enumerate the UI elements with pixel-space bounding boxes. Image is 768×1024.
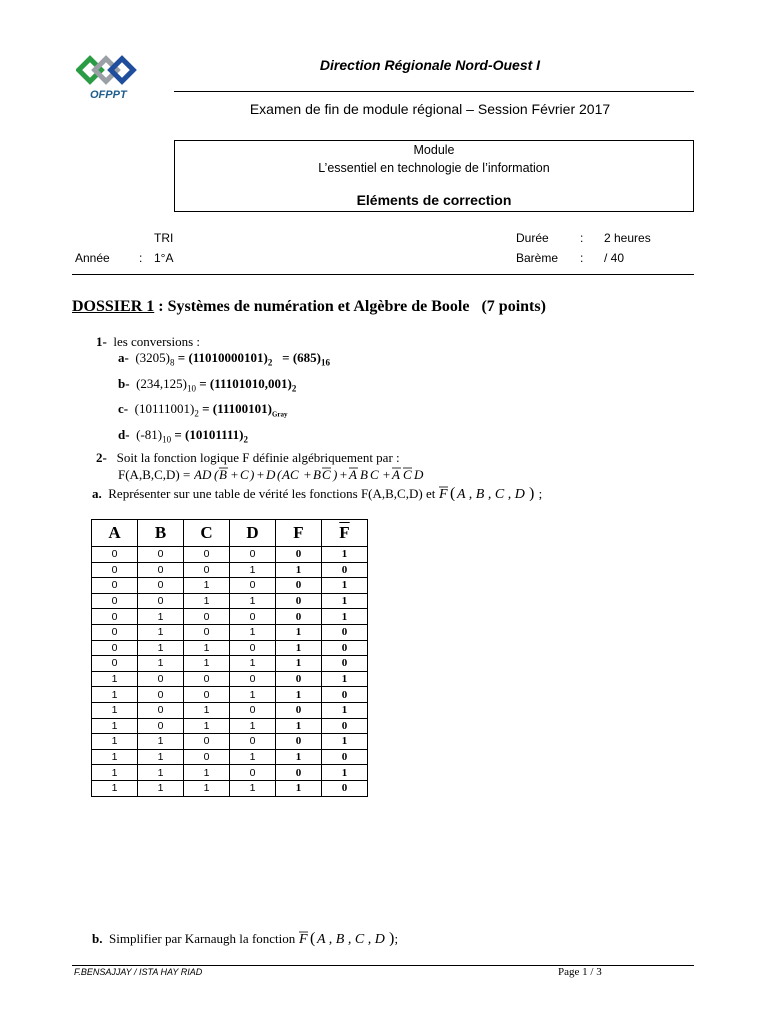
- logo-text: OFPPT: [90, 89, 127, 101]
- conv-eq: =: [198, 401, 213, 416]
- conv-base: 10: [186, 383, 196, 394]
- svg-text:D: D: [265, 467, 275, 482]
- dossier-label: DOSSIER 1: [72, 298, 155, 315]
- function-lhs: F(A,B,C,D) =: [118, 467, 191, 482]
- svg-text:C: C: [321, 467, 331, 482]
- svg-text:B: B: [359, 467, 368, 482]
- table-cell: 1: [230, 780, 276, 796]
- filiere-value: TRI: [154, 231, 174, 245]
- bareme-sep: :: [580, 251, 584, 265]
- function-expression: [190, 467, 533, 482]
- part-b-letter: b.: [92, 931, 103, 946]
- table-cell: 0: [276, 765, 322, 781]
- table-row: [92, 624, 368, 640]
- table-row: [92, 547, 368, 563]
- svg-text:(: (: [276, 467, 281, 482]
- conv-result-base: Gray: [271, 410, 288, 419]
- table-cell: 0: [92, 640, 138, 656]
- conv-input: (234,125): [136, 376, 187, 391]
- table-cell: 0: [230, 734, 276, 750]
- table-cell: 1: [276, 656, 322, 672]
- table-cell: 1: [138, 640, 184, 656]
- svg-text:(: (: [449, 485, 455, 501]
- table-cell: 1: [184, 702, 230, 718]
- table-row: [92, 749, 368, 765]
- svg-text:): ): [332, 467, 337, 482]
- conv-result: (11101010,001): [209, 376, 292, 391]
- table-cell: 1: [230, 656, 276, 672]
- duree-label: Durée: [516, 231, 549, 245]
- svg-text:C: C: [402, 467, 412, 482]
- table-cell: 0: [184, 734, 230, 750]
- table-cell: 1: [276, 687, 322, 703]
- table-row: [92, 734, 368, 750]
- svg-text:A: A: [391, 467, 400, 482]
- annee-sep: :: [139, 251, 143, 265]
- table-cell: 0: [276, 593, 322, 609]
- table-cell: 1: [138, 624, 184, 640]
- q1-intro: les conversions :: [113, 334, 200, 349]
- table-cell: 1: [184, 578, 230, 594]
- footer-author: F.BENSAJJAY / ISTA HAY RIAD: [74, 967, 203, 977]
- table-row: [92, 593, 368, 609]
- table-cell: 0: [276, 578, 322, 594]
- q2-number: 2-: [96, 450, 107, 465]
- table-cell: 1: [276, 624, 322, 640]
- f-bar-formula: [299, 930, 395, 946]
- part-b-text: Simplifier par Karnaugh la fonction: [108, 931, 296, 946]
- col-header-a: A: [92, 520, 138, 547]
- table-cell: 0: [276, 734, 322, 750]
- item-letter: c-: [118, 401, 129, 416]
- table-cell: 1: [322, 671, 368, 687]
- conv-input: (-81): [136, 427, 163, 442]
- table-cell: 0: [276, 671, 322, 687]
- conv-result: (10101111): [184, 427, 244, 442]
- table-cell: 0: [184, 624, 230, 640]
- table-cell: 1: [184, 780, 230, 796]
- table-cell: 0: [322, 562, 368, 578]
- table-cell: 1: [92, 718, 138, 734]
- bareme-label: Barème: [516, 251, 559, 265]
- table-cell: 0: [138, 578, 184, 594]
- part-a-end: ;: [538, 486, 543, 501]
- table-cell: 0: [322, 780, 368, 796]
- table-cell: 0: [230, 671, 276, 687]
- table-cell: 1: [276, 749, 322, 765]
- table-cell: 0: [230, 702, 276, 718]
- svg-text:+: +: [338, 467, 348, 482]
- svg-text:+: +: [229, 467, 239, 482]
- conv-result-base: 2: [291, 383, 297, 394]
- svg-text:): ): [528, 485, 534, 501]
- table-cell: 1: [276, 780, 322, 796]
- boolean-expression: [194, 466, 534, 482]
- table-cell: 0: [322, 656, 368, 672]
- table-cell: 0: [92, 562, 138, 578]
- svg-text:A: A: [348, 467, 357, 482]
- svg-text:AC: AC: [281, 467, 299, 482]
- table-cell: 1: [322, 547, 368, 563]
- duree-sep: :: [580, 231, 584, 245]
- table-cell: 1: [230, 687, 276, 703]
- table-cell: 1: [92, 765, 138, 781]
- table-cell: 1: [138, 765, 184, 781]
- table-cell: 0: [138, 718, 184, 734]
- direction-title: Direction Régionale Nord-Ouest I: [319, 57, 541, 73]
- table-cell: 0: [322, 718, 368, 734]
- svg-text:(: (: [309, 930, 315, 946]
- table-cell: 1: [230, 749, 276, 765]
- exam-title: Examen de fin de module régional – Session Février 2017: [249, 101, 611, 117]
- conv-eq: =: [278, 350, 293, 365]
- page-number: Page 1 / 3: [558, 966, 602, 978]
- table-cell: 1: [92, 687, 138, 703]
- table-cell: 0: [230, 640, 276, 656]
- table-row: [92, 656, 368, 672]
- table-row: [92, 780, 368, 796]
- table-row: [92, 562, 368, 578]
- svg-text:(: (: [213, 467, 218, 482]
- table-cell: 0: [184, 671, 230, 687]
- item-letter: d-: [118, 427, 130, 442]
- q2-part-b: [92, 930, 398, 947]
- table-cell: 0: [138, 687, 184, 703]
- q1-item-a: [118, 350, 330, 368]
- q2-intro-line: [96, 450, 400, 466]
- table-cell: 0: [184, 749, 230, 765]
- table-cell: 1: [276, 640, 322, 656]
- svg-text:+: +: [255, 467, 265, 482]
- table-cell: 1: [322, 765, 368, 781]
- info-rule: [72, 274, 694, 275]
- table-cell: 1: [138, 749, 184, 765]
- table-cell: 1: [138, 780, 184, 796]
- table-cell: 1: [322, 578, 368, 594]
- table-row: [92, 578, 368, 594]
- q1-intro-line: [96, 334, 200, 350]
- svg-text:C: C: [369, 467, 379, 482]
- table-cell: 0: [184, 687, 230, 703]
- table-cell: 1: [184, 718, 230, 734]
- svg-text:): ): [388, 930, 394, 946]
- q2-intro: Soit la fonction logique F définie algébriquement par :: [116, 450, 400, 465]
- table-cell: 1: [230, 624, 276, 640]
- table-cell: 1: [184, 593, 230, 609]
- table-cell: 1: [138, 609, 184, 625]
- table-cell: 0: [184, 562, 230, 578]
- annee-label: Année: [75, 251, 110, 265]
- table-cell: 0: [276, 702, 322, 718]
- q2-part-a: [92, 485, 542, 502]
- table-cell: 0: [92, 609, 138, 625]
- table-cell: 1: [276, 718, 322, 734]
- q1-item-c: [118, 401, 288, 419]
- conv-eq: =: [171, 427, 185, 442]
- table-cell: 0: [230, 547, 276, 563]
- truth-table-body: [92, 547, 368, 797]
- svg-text:C: C: [239, 467, 249, 482]
- dossier-points: (7 points): [481, 298, 546, 315]
- conv-input: (3205): [135, 350, 171, 365]
- table-cell: 0: [138, 593, 184, 609]
- table-cell: 0: [92, 593, 138, 609]
- module-box: [174, 140, 694, 212]
- annee-value: 1°A: [154, 251, 174, 265]
- bareme-value: / 40: [604, 251, 625, 265]
- table-row: [92, 687, 368, 703]
- table-cell: 0: [138, 562, 184, 578]
- conv-result-base: 2: [267, 357, 273, 368]
- table-cell: 1: [184, 656, 230, 672]
- part-a-text: Représenter sur une table de vérité les fonctions F(A,B,C,D) et: [108, 486, 436, 501]
- conv-result: (11100101): [212, 401, 272, 416]
- conv-result-base: 2: [243, 434, 248, 445]
- svg-text:+: +: [302, 467, 312, 482]
- svg-text:AD: AD: [193, 467, 211, 482]
- table-cell: 1: [276, 562, 322, 578]
- header-rule: [174, 91, 694, 92]
- part-a-letter: a.: [92, 486, 102, 501]
- col-header-f: F: [276, 520, 322, 547]
- table-cell: 0: [92, 624, 138, 640]
- table-cell: 0: [276, 547, 322, 563]
- dossier-heading: [72, 298, 546, 316]
- table-cell: 1: [92, 780, 138, 796]
- part-b-end: ;: [394, 931, 399, 946]
- table-cell: 1: [322, 734, 368, 750]
- table-cell: 1: [92, 702, 138, 718]
- q1-number: 1-: [96, 334, 107, 349]
- svg-text:F: F: [438, 487, 448, 501]
- conv-base: 2: [194, 408, 199, 419]
- q1-item-d: [118, 427, 248, 445]
- item-letter: a-: [118, 350, 129, 365]
- col-header-d: D: [230, 520, 276, 547]
- table-cell: 0: [322, 749, 368, 765]
- svg-text:B: B: [312, 467, 321, 482]
- table-cell: 0: [138, 702, 184, 718]
- svg-text:A , B , C , D: A , B , C , D: [316, 932, 385, 946]
- module-name: L’essentiel en technologie de l’information: [318, 161, 550, 175]
- module-label: Module: [413, 143, 455, 157]
- module-subtitle: Eléments de correction: [356, 192, 512, 208]
- q1-item-b: [118, 376, 296, 394]
- table-cell: 0: [184, 609, 230, 625]
- table-cell: 1: [138, 734, 184, 750]
- conv-result-base: 16: [320, 357, 330, 368]
- dossier-title: : Systèmes de numération et Algèbre de Boole: [154, 298, 470, 315]
- table-cell: 0: [184, 547, 230, 563]
- table-cell: 1: [230, 562, 276, 578]
- svg-text:+: +: [381, 467, 391, 482]
- table-cell: 1: [322, 609, 368, 625]
- table-row: [92, 718, 368, 734]
- table-cell: 1: [92, 749, 138, 765]
- svg-text:B: B: [218, 467, 227, 482]
- table-row: [92, 765, 368, 781]
- table-cell: 1: [230, 593, 276, 609]
- table-cell: 1: [184, 640, 230, 656]
- table-cell: 0: [322, 687, 368, 703]
- table-cell: 1: [138, 656, 184, 672]
- table-cell: 1: [322, 702, 368, 718]
- svg-text:): ): [249, 467, 254, 482]
- table-cell: 1: [184, 765, 230, 781]
- table-header-row: [92, 520, 368, 547]
- table-cell: 0: [138, 547, 184, 563]
- col-header-f-bar: [322, 520, 368, 547]
- table-cell: 0: [276, 609, 322, 625]
- table-row: [92, 609, 368, 625]
- svg-text:A , B , C , D: A , B , C , D: [456, 487, 525, 501]
- col-header-c: C: [184, 520, 230, 547]
- table-cell: 0: [322, 624, 368, 640]
- table-cell: 0: [322, 640, 368, 656]
- table-cell: 1: [322, 593, 368, 609]
- table-cell: 0: [92, 656, 138, 672]
- table-cell: 0: [92, 547, 138, 563]
- table-cell: 0: [230, 578, 276, 594]
- f-bar-formula: [439, 485, 539, 501]
- f-bar-label: $\overline{F}$: [339, 523, 350, 542]
- table-cell: 0: [230, 765, 276, 781]
- table-row: [92, 640, 368, 656]
- conv-eq: =: [174, 350, 189, 365]
- function-definition: [118, 466, 534, 483]
- svg-text:F: F: [298, 932, 308, 946]
- conv-eq: =: [195, 376, 210, 391]
- table-row: [92, 702, 368, 718]
- conv-base: 10: [162, 434, 172, 445]
- table-cell: 0: [230, 609, 276, 625]
- conv-input: (10111001): [134, 401, 195, 416]
- item-letter: b-: [118, 376, 130, 391]
- table-row: [92, 671, 368, 687]
- table-cell: 0: [138, 671, 184, 687]
- table-cell: 1: [92, 671, 138, 687]
- table-cell: 1: [230, 718, 276, 734]
- duree-value: 2 heures: [604, 231, 651, 245]
- conv-result: (685): [292, 350, 321, 365]
- col-header-b: B: [138, 520, 184, 547]
- conv-result: (11010000101): [188, 350, 268, 365]
- truth-table: [91, 519, 368, 797]
- table-cell: 0: [92, 578, 138, 594]
- conv-base: 8: [170, 357, 175, 368]
- table-cell: 1: [92, 734, 138, 750]
- svg-text:D: D: [413, 467, 423, 482]
